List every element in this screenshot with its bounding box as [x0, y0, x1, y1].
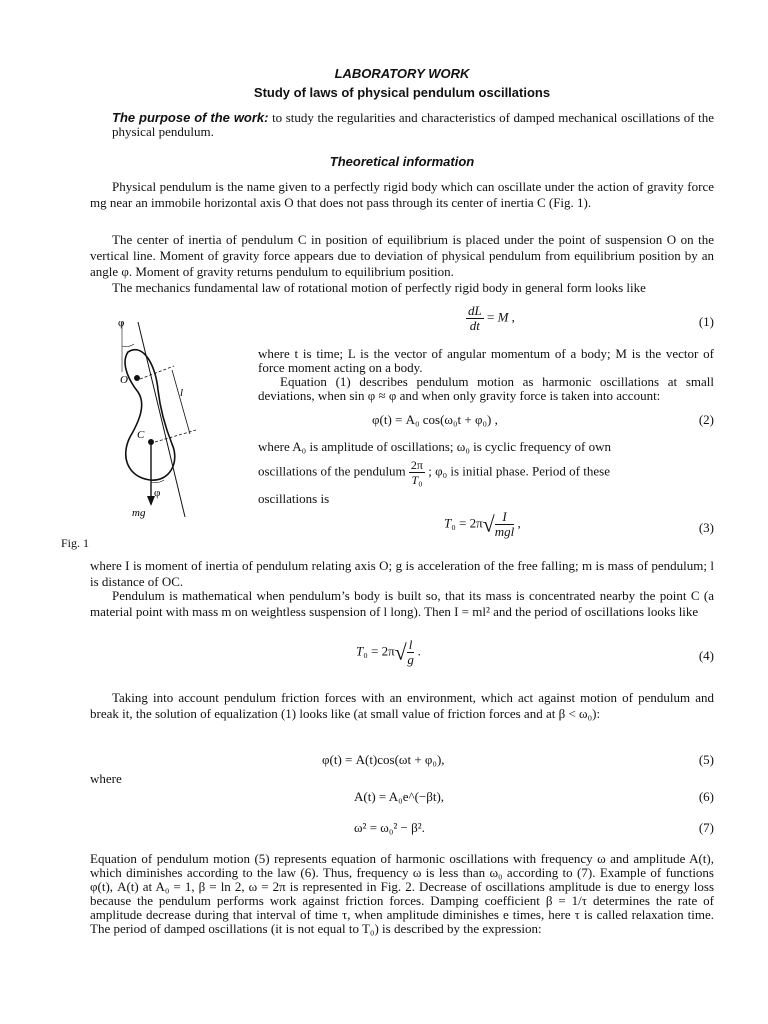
section-title: Theoretical information: [329, 154, 475, 169]
equation-7-number: (7): [698, 820, 714, 835]
equation-2-number: (2): [698, 412, 714, 427]
figure-caption: Fig. 1: [61, 536, 90, 550]
fig-label-C: C: [137, 429, 145, 441]
equation-3: T₀ = 2π√ $\frac{I}{\text{mgl}}$ ,: [444, 509, 521, 539]
purpose-block: [112, 111, 714, 139]
document-subtitle: Study of laws of physical pendulum oscillations: [253, 85, 551, 100]
paragraph-8: Pendulum is mathematical when pendulum’s body is built so, that its mass is concentrated nearby the point C (a material point with mass m on weightless suspension of l long). Then I = ml² and the period of oscillations looks like: [90, 588, 714, 619]
paragraph-2: The center of inertia of pendulum C in position of equilibrium is placed under the point of suspension O on the vertical line. Moment of gravity force appears due to deviation of physical pendulum from equilibrium position by an angle φ. Moment of gravity returns pendulum to equilibrium position.: [90, 232, 714, 279]
paragraph-1: Physical pendulum is the name given to a perfectly rigid body which can oscillate under the action of gravity force mg near an immobile horizontal axis O that does not pass through its center of inertia C (Fig. 1).: [90, 179, 714, 210]
pendulum-figure: [100, 312, 210, 522]
paragraph-11: Equation of pendulum motion (5) represents equation of harmonic oscillations with frequency ω and amplitude A(t), which diminishes according to the law (6). Thus, frequency ω is less than ω₀ according to (7). Example of functions φ(t), A(t) at A₀ = 1, β = ln 2, ω = 2π is represented in Fig. 2. Decrease of oscillations amplitude is due to energy loss because the pendulum performs work against friction forces. Damping coefficient β = 1/τ determines the rate of amplitude decrease during that interval of time τ, when amplitude diminishes e times, here τ is called relaxation time. The period of damped oscillations (it is not equal to T₀) is described by the expression:: [90, 851, 714, 936]
paragraph-3: The mechanics fundamental law of rotational motion of perfectly rigid body in general form looks like: [112, 280, 646, 295]
paragraph-6b-pre: oscillations of the pendulum: [258, 463, 406, 479]
paragraph-10: where: [90, 771, 122, 786]
paragraph-7: where I is moment of inertia of pendulum relating axis O; g is acceleration of the free falling; m is mass of pendulum; l is distance of OC.: [90, 558, 714, 589]
purpose-label: The purpose of the work:: [112, 110, 269, 125]
fig-label-O: O: [120, 374, 128, 386]
equation-6-number: (6): [698, 789, 714, 804]
equation-5: φ(t) = A(t)cos(ωt + φ₀),: [322, 752, 445, 767]
omega0-fraction: $\frac{2\pi}{\text{T₀}}$: [410, 458, 423, 487]
fig-label-phi-bottom: φ: [154, 487, 161, 499]
equation-3-number: (3): [698, 520, 714, 535]
equation-1: $\frac{dL}{dt}$ = M ,: [468, 303, 515, 333]
fig-label-l: l: [180, 387, 184, 399]
equation-7: ω² = ω₀² − β².: [354, 820, 425, 835]
fig-label-mg: mg: [132, 507, 146, 519]
paragraph-6a: where A₀ is amplitude of oscillations; ω₀ is cyclic frequency of own: [258, 439, 612, 454]
equation-1-number: (1): [698, 314, 714, 329]
equation-5-number: (5): [698, 752, 714, 767]
equation-4: T₀ = 2π√ $\frac{l}{g}$ .: [356, 637, 421, 667]
paragraph-6b-post: ; φ₀ is initial phase. Period of these: [428, 463, 610, 479]
fig-label-phi-top: φ: [118, 317, 125, 329]
paragraph-5: Equation (1) describes pendulum motion as harmonic oscillations at small deviations, when sin φ ≈ φ and when only gravity force is taken into account:: [258, 374, 714, 403]
equation-6: A(t) = A₀e^(−βt),: [354, 789, 445, 804]
equation-4-number: (4): [698, 648, 714, 663]
equation-2: φ(t) = A₀ cos(ω₀t + φ₀) ,: [372, 412, 498, 427]
paragraph-4: where t is time; L is the vector of angular momentum of a body; M is the vector of force moment acting on a body.: [258, 346, 714, 375]
lab-title: LABORATORY WORK: [334, 66, 470, 81]
paragraph-6b: [258, 458, 714, 487]
paragraph-6c: oscillations is: [258, 491, 330, 506]
purpose-text: to study the regularities and characteristics of damped mechanical oscillations of the physical pendulum.: [112, 110, 714, 139]
paragraph-9: Taking into account pendulum friction forces with an environment, which act against motion of pendulum and break it, the solution of equalization (1) looks like (at small value of friction forces and at β < ω₀):: [90, 690, 714, 721]
